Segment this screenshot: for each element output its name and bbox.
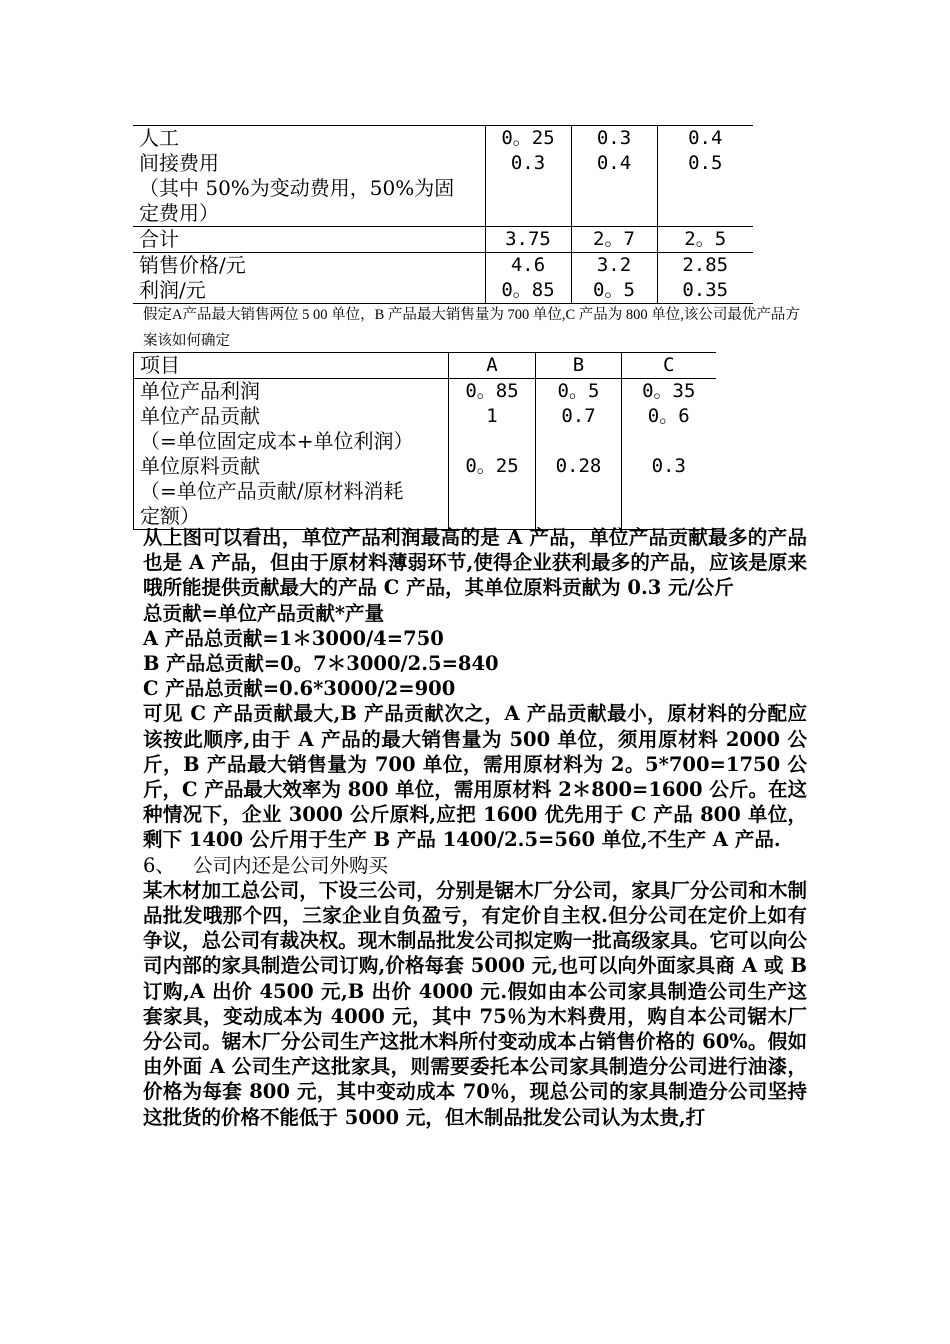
contribution-table xyxy=(133,352,716,530)
cell-b: 0.3 xyxy=(571,126,657,152)
row-label: 合计 xyxy=(133,227,485,253)
cell-a: 3.75 xyxy=(485,227,571,253)
paragraph: 从上图可以看出，单位产品利润最高的是 A 产品，单位产品贡献最多的产品也是 A 产品，但由于原材料薄弱环节,使得企业获利最多的产品，应该是原来哦所能提供贡献最大的产品 C 产品，其单位原料贡献为 0.3 元/公斤 xyxy=(143,526,807,600)
table-row xyxy=(133,253,753,279)
paragraph: 可见 C 产品贡献最大,B 产品贡献次之，A 产品贡献最小，原材料的分配应该按此顺序,由于 A 产品的最大销售量为 500 单位，须用原材料 2000 公斤，B 产品最大销售量为 700 单位，需用原材料为 2。5*700=1750 公斤，C 产品最大效率为 800 单位，需用原材料 2＊800=1600 公斤。在这种情况下，企业 3000 公斤原料,应把 1600 优先用于 C 产品 800 单位，剩下 1400 公斤用于生产 B 产品 1400/2.5=560 单位,不生产 A 产品. xyxy=(143,702,807,852)
cell-b: 0.28 xyxy=(536,454,622,530)
header-b: B xyxy=(536,353,622,379)
cell-c: 2.85 xyxy=(657,253,753,279)
cell-b: 2。7 xyxy=(571,227,657,253)
row-label: 利润/元 xyxy=(133,278,485,304)
cell-a: 0.3 xyxy=(485,151,571,227)
table-row xyxy=(133,151,753,227)
cell-c: 0。6 xyxy=(622,404,716,454)
assumption-note: 假定A产品最大销售两位 5 00 单位，B 产品最大销售量为 700 单位,C 产品为 800 单位,该公司最优产品方案该如何确定 xyxy=(143,307,800,349)
cell-a: 0。85 xyxy=(485,278,571,304)
body-text xyxy=(143,525,807,1130)
table-row xyxy=(133,227,753,253)
formula-line: C 产品总贡献=0.6*3000/2=900 xyxy=(143,677,456,701)
section-number: 6、 xyxy=(143,853,175,877)
table-row xyxy=(133,126,753,152)
row-label: 单位产品利润 xyxy=(134,379,449,405)
row-label: 人工 xyxy=(133,126,485,152)
cell-c: 2。5 xyxy=(657,227,753,253)
cell-c: 0.3 xyxy=(622,454,716,530)
row-label: 销售价格/元 xyxy=(133,253,485,279)
formula-line: A 产品总贡献=1＊3000/4=750 xyxy=(143,626,444,650)
table-header-row xyxy=(134,353,716,379)
cell-c: 0.35 xyxy=(657,278,753,304)
table-row xyxy=(134,404,716,454)
table-row xyxy=(134,454,716,530)
header-a: A xyxy=(449,353,536,379)
row-label: 单位原料贡献 （=单位产品贡献/原材料消耗 定额） xyxy=(134,454,449,530)
cell-b: 0。5 xyxy=(571,278,657,304)
cell-a: 0。25 xyxy=(449,454,536,530)
cell-a: 0。85 xyxy=(449,379,536,405)
cell-b: 0.4 xyxy=(571,151,657,227)
formula-line: B 产品总贡献=0。7＊3000/2.5=840 xyxy=(143,652,499,676)
row-label: 单位产品贡献 （=单位固定成本+单位利润） xyxy=(134,404,449,454)
table-row xyxy=(133,278,753,304)
formula-line: 总贡献=单位产品贡献*产量 xyxy=(143,601,385,625)
cost-table xyxy=(133,125,753,304)
header-c: C xyxy=(622,353,716,379)
cell-b: 0。5 xyxy=(536,379,622,405)
section-heading xyxy=(143,853,807,878)
cell-b: 0.7 xyxy=(536,404,622,454)
section-title: 公司内还是公司外购买 xyxy=(193,853,389,877)
row-label: 间接费用 （其中 50%为变动费用，50%为固 定费用） xyxy=(139,151,455,225)
header-item: 项目 xyxy=(134,353,449,379)
table-row xyxy=(134,379,716,405)
cell-c: 0.4 xyxy=(657,126,753,152)
cell-a: 1 xyxy=(449,404,536,454)
cell-a: 4.6 xyxy=(485,253,571,279)
cell-c: 0。35 xyxy=(622,379,716,405)
cell-a: 0。25 xyxy=(485,126,571,152)
cell-b: 3.2 xyxy=(571,253,657,279)
cell-c: 0.5 xyxy=(657,151,753,227)
paragraph: 某木材加工总公司，下设三公司，分别是锯木厂分公司，家具厂分公司和木制品批发哦那个四，三家企业自负盈亏，有定价自主权.但分公司在定价上如有争议，总公司有裁决权。现木制品批发公司拟定购一批高级家具。它可以向公司内部的家具制造公司订购,价格每套 5000 元,也可以向外面家具商 A 或 B 订购,A 出价 4500 元,B 出价 4000 元.假如由本公司家具制造公司生产这套家具，变动成本为 4000 元，其中 75％为木料费用，购自本公司锯木厂分公司。锯木厂分公司生产这批木料所付变动成本占销售价格的 60%。假如由外面 A 公司生产这批家具，则需要委托本公司家具制造分公司进行油漆，价格为每套 800 元，其中变动成本 70％，现总公司的家具制造分公司坚持这批货的价格不能低于 5000 元，但木制品批发公司认为太贵,打 xyxy=(143,878,807,1129)
